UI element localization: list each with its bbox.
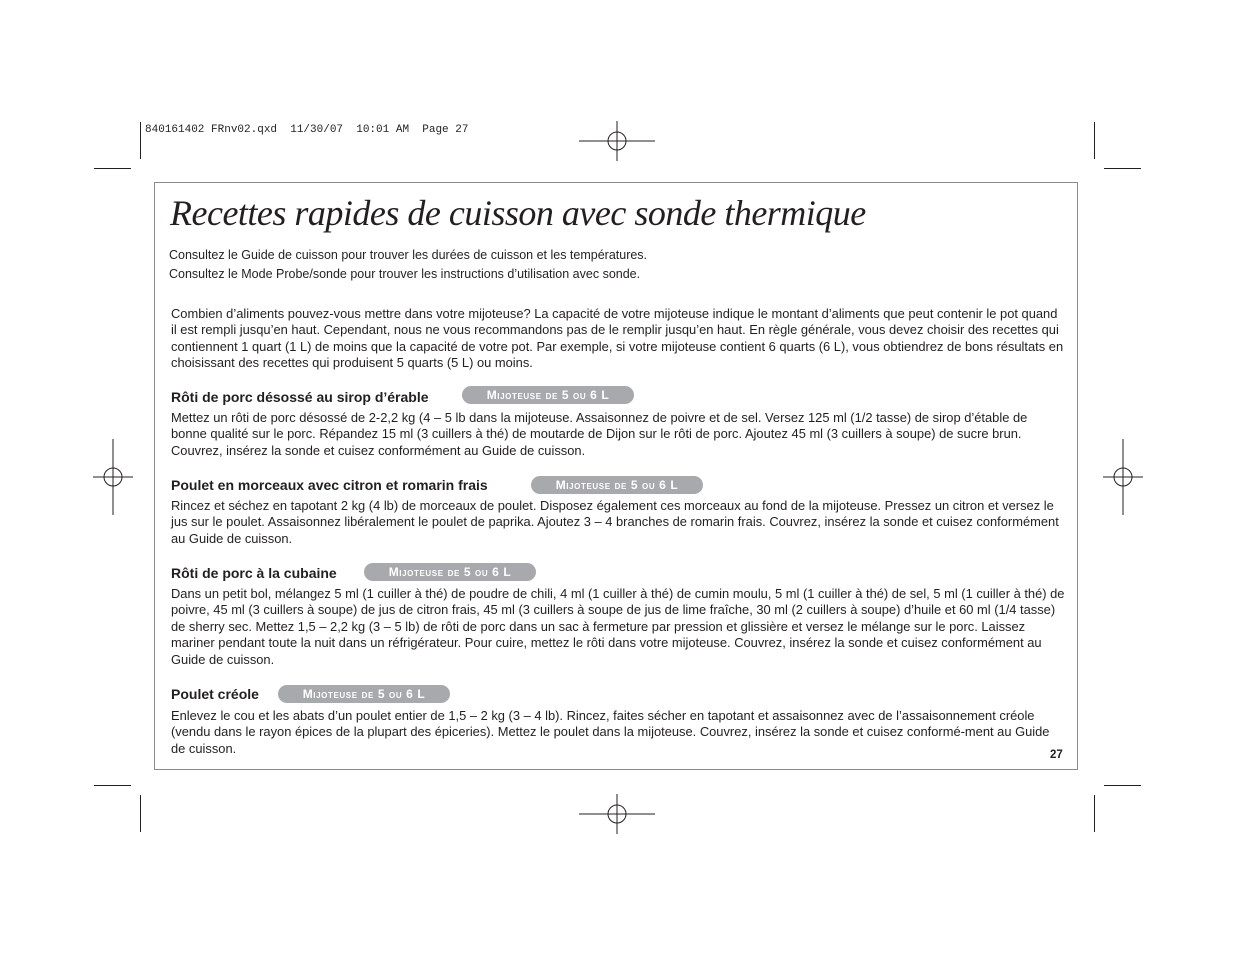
registration-mark-right bbox=[1103, 439, 1143, 515]
recipe-text: Enlevez le cou et les abats d’un poulet entier de 1,5 – 2 kg (3 – 4 lb). Rincez, faites sécher en tapotant et assaisonnez avec de l’assaisonnement créole (vendu dans le rayon épices de la plupart des épiceries). Mettez le poulet dans la mijoteuse. Couvrez, insérez la sonde et cuisez conformé-ment au Guide de cuisson. bbox=[171, 708, 1050, 756]
slow-cooker-size-badge: Mijoteuse de 5 ou 6 L bbox=[462, 386, 634, 404]
slow-cooker-size-badge: Mijoteuse de 5 ou 6 L bbox=[278, 685, 450, 703]
crop-mark-top-right-v bbox=[1094, 122, 1095, 159]
recipe-text: Mettez un rôti de porc désossé de 2-2,2 kg (4 – 5 lb dans la mijoteuse. Assaisonnez de poivre et de sel. Versez 125 ml (1/2 tasse) de sirop d’étable de bonne qualité sur le porc. Répandez 15 ml (3 cuillers à thé) de moutarde de Dijon sur le rôti de porc. Ajoutez 45 ml (3 cuillers à soupe) de sucre brun. Couvrez, insérez la sonde et cuisez conformément au Guide de cuisson. bbox=[171, 410, 1028, 458]
registration-mark-bottom bbox=[579, 794, 655, 834]
recipe-title: Rôti de porc désossé au sirop d’érable bbox=[171, 389, 429, 405]
intro-line-probe: Consultez le Mode Probe/sonde pour trouver les instructions d’utilisation avec sonde. bbox=[169, 267, 641, 281]
recipe-title: Poulet en morceaux avec citron et romarin frais bbox=[171, 477, 488, 493]
slow-cooker-size-badge: Mijoteuse de 5 ou 6 L bbox=[531, 476, 703, 494]
registration-mark-left bbox=[93, 439, 133, 515]
page-title: Recettes rapides de cuisson avec sonde thermique bbox=[170, 193, 866, 233]
recipe-text: Rincez et séchez en tapotant 2 kg (4 lb) de morceaux de poulet. Disposez également ces morceaux au fond de la mijoteuse. Pressez un citron et versez le jus sur le poulet. Assaisonnez libéralement le poulet de paprika. Ajoutez 3 – 4 branches de romarin frais. Couvrez, insérez la sonde et cuisez conformément au Guide de cuisson. bbox=[171, 498, 1059, 546]
crop-mark-top-left-v bbox=[140, 122, 141, 159]
crop-mark-bottom-left-h bbox=[94, 785, 131, 786]
crop-mark-bottom-right-v bbox=[1094, 795, 1095, 832]
recipe-title: Rôti de porc à la cubaine bbox=[171, 565, 337, 581]
slow-cooker-size-badge: Mijoteuse de 5 ou 6 L bbox=[364, 563, 536, 581]
crop-mark-bottom-right-h bbox=[1104, 785, 1141, 786]
crop-mark-top-left-h bbox=[94, 168, 131, 169]
registration-mark-top bbox=[579, 121, 655, 161]
page-number: 27 bbox=[1050, 749, 1063, 761]
crop-mark-top-right-h bbox=[1104, 168, 1141, 169]
intro-line-guide: Consultez le Guide de cuisson pour trouver les durées de cuisson et les températures. bbox=[169, 248, 648, 262]
crop-mark-bottom-left-v bbox=[140, 795, 141, 832]
recipe-title: Poulet créole bbox=[171, 686, 259, 702]
capacity-paragraph: Combien d’aliments pouvez-vous mettre dans votre mijoteuse? La capacité de votre mijoteuse indique le montant d’aliments que peut contenir le pot quand il est rempli jusqu’en haut. Cependant, nous ne vous recommandons pas de le remplir jusqu’en haut. En règle générale, vous devez choisir des recettes qui contiennent 1 quart (1 L) de moins que la capacité de votre pot. Par exemple, si votre mijoteuse contient 6 quarts (6 L), vous obtiendrez de bons résultats en choisissant des recettes qui produisent 5 quarts (5 L) ou moins. bbox=[171, 306, 1064, 371]
recipe-text: Dans un petit bol, mélangez 5 ml (1 cuiller à thé) de poudre de chili, 4 ml (1 cuiller à thé) de cumin moulu, 5 ml (1 cuiller à thé) de sel, 5 ml (1 cuiller à thé) de poivre, 45 ml (3 cuillers à soupe) de jus de citron frais, 45 ml (3 cuillers à soupe de jus de lime fraîche, 30 ml (2 cuillers à soupe) d’huile et 60 ml (1/4 tasse) de sherry sec. Mettez 1,5 – 2,2 kg (3 – 5 lb) de rôti de porc dans un sac à fermeture par pression et glissière et versez le mélange sur le porc. Laissez mariner pendant toute la nuit dans un réfrigérateur. Pour cuire, mettez le rôti dans votre mijoteuse. Couvrez, insérez la sonde et cuisez conformément au Guide de cuisson. bbox=[171, 586, 1065, 667]
print-slug: 840161402 FRnv02.qxd 11/30/07 10:01 AM Page 27 bbox=[145, 124, 469, 136]
